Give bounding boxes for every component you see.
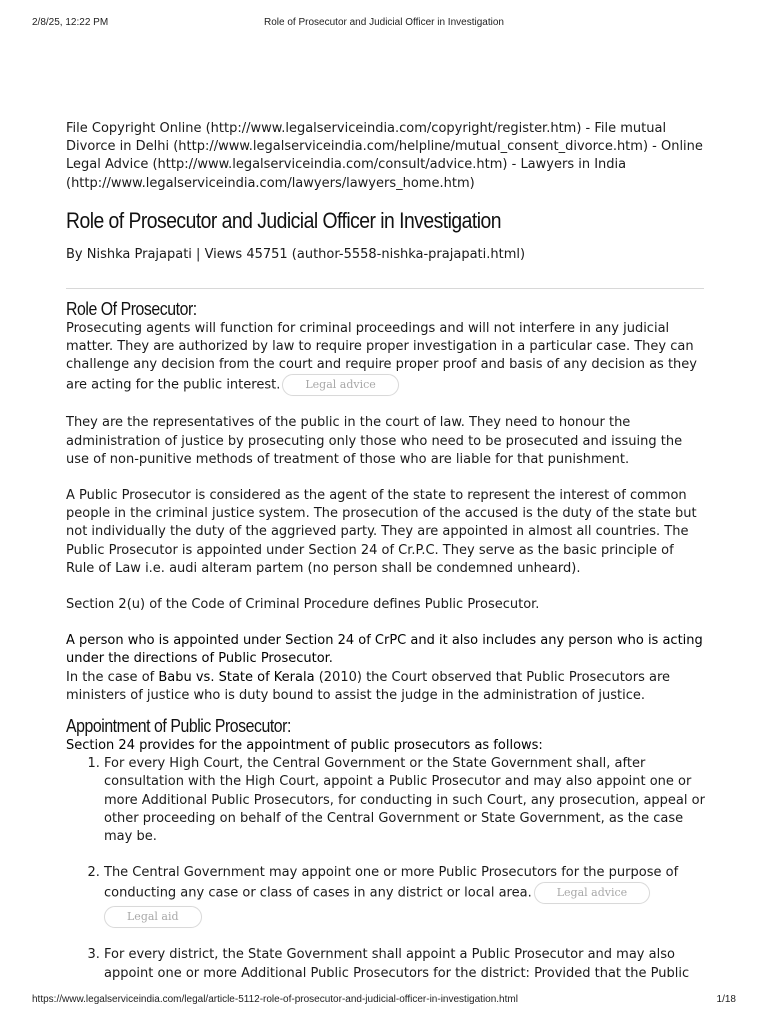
ad-link-legal-advice[interactable]: Legal advice xyxy=(534,882,650,904)
section-heading-appointment: Appointment of Public Prosecutor: xyxy=(66,716,291,737)
ad-link-legal-advice[interactable]: Legal advice xyxy=(282,374,398,396)
print-url: https://www.legalserviceindia.com/legal/article-5112-role-of-prosecutor-and-judicial-officer-in-investigation.html xyxy=(32,994,518,1005)
print-datetime: 2/8/25, 12:22 PM xyxy=(32,17,109,28)
case-intro: In the case of xyxy=(66,669,159,685)
appointment-intro: Section 24 provides for the appointment of public prosecutors as follows: xyxy=(66,738,543,754)
paragraph-text: Prosecuting agents will function for criminal proceedings and will not interfere in any judicial matter. They are authorized by law to require proper investigation in a particular case. They can challenge any decision from the court and require proper proof and basis of any decision as they are acting for the public interest. xyxy=(66,320,697,393)
paragraph-role-2: They are the representatives of the public in the court of law. They need to honour the administration of justice by prosecuting only those who need to be prosecuted and issuing the use of non-punitive methods of treatment of those who are liable for that punishment. xyxy=(66,415,683,467)
list-item: 3. For every district, the State Government shall appoint a Public Prosecutor and may also appoint one or more Additional Public Prosecutors for the district: Provided that the Public xyxy=(104,946,706,982)
print-page-title: Role of Prosecutor and Judicial Officer in Investigation xyxy=(264,17,504,28)
promo-links[interactable]: File Copyright Online (http://www.legalserviceindia.com/copyright/register.htm) - File mutual Divorce in Delhi (http://www.legalserviceindia.com/helpline/mutual_consent_divorce.htm) - Online Legal Advice (http://www.legalserviceindia.com/consult/advice.htm) - Lawyers in India (http://www.legalserviceindia.com/lawyers/lawyers_home.htm) xyxy=(66,121,703,191)
article-title: Role of Prosecutor and Judicial Officer in Investigation xyxy=(66,207,501,233)
list-item: 1. For every High Court, the Central Government or the State Government shall, after consultation with the High Court, appoint a Public Prosecutor and may also appoint one or more Additional Public Prosecutors, for conducting in such Court, any prosecution, appeal or other proceeding on behalf of the Central Government or State Government, as the case may be. xyxy=(104,755,706,846)
article-content xyxy=(66,120,706,983)
list-item xyxy=(104,864,706,928)
list-item-text: The Central Government may appoint one or more Public Prosecutors for the purpose of conducting any case or class of cases in any district or local area. xyxy=(104,865,679,901)
print-footer xyxy=(32,994,736,1008)
paragraph-role-3: A Public Prosecutor is considered as the agent of the state to represent the interest of common people in the criminal justice system. The prosecution of the accused is the duty of the state but not individually the duty of the aggrieved party. They are appointed in almost all countries. The Public Prosecutor is appointed under Section 24 of Cr.P.C. They serve as the basic principle of Rule of Law i.e. audi alteram partem (no person shall be condemned unheard). xyxy=(66,488,697,576)
article-byline[interactable]: By Nishka Prajapati | Views 45751 (author-5558-nishka-prajapati.html) xyxy=(66,246,526,262)
case-rest: (2010) the Court observed that Public Prosecutors are ministers of justice who is duty bound to assist the judge in the administration of justice. xyxy=(66,669,671,703)
section-heading-role: Role Of Prosecutor: xyxy=(66,298,197,319)
print-header xyxy=(32,17,736,31)
case-name: Babu vs. State of Kerala xyxy=(158,669,315,685)
paragraph-role-1 xyxy=(66,320,706,397)
definition-text: A person who is appointed under Section 24 of CrPC and it also includes any person who is acting under the directions of Public Prosecutor. xyxy=(66,633,703,667)
case-paragraph xyxy=(66,669,706,705)
ad-link-legal-aid[interactable]: Legal aid xyxy=(104,906,202,928)
divider xyxy=(66,288,704,289)
paragraph-role-4: Section 2(u) of the Code of Criminal Procedure defines Public Prosecutor. xyxy=(66,597,540,613)
print-page-number: 1/18 xyxy=(716,994,736,1005)
provisions-list xyxy=(66,755,706,983)
